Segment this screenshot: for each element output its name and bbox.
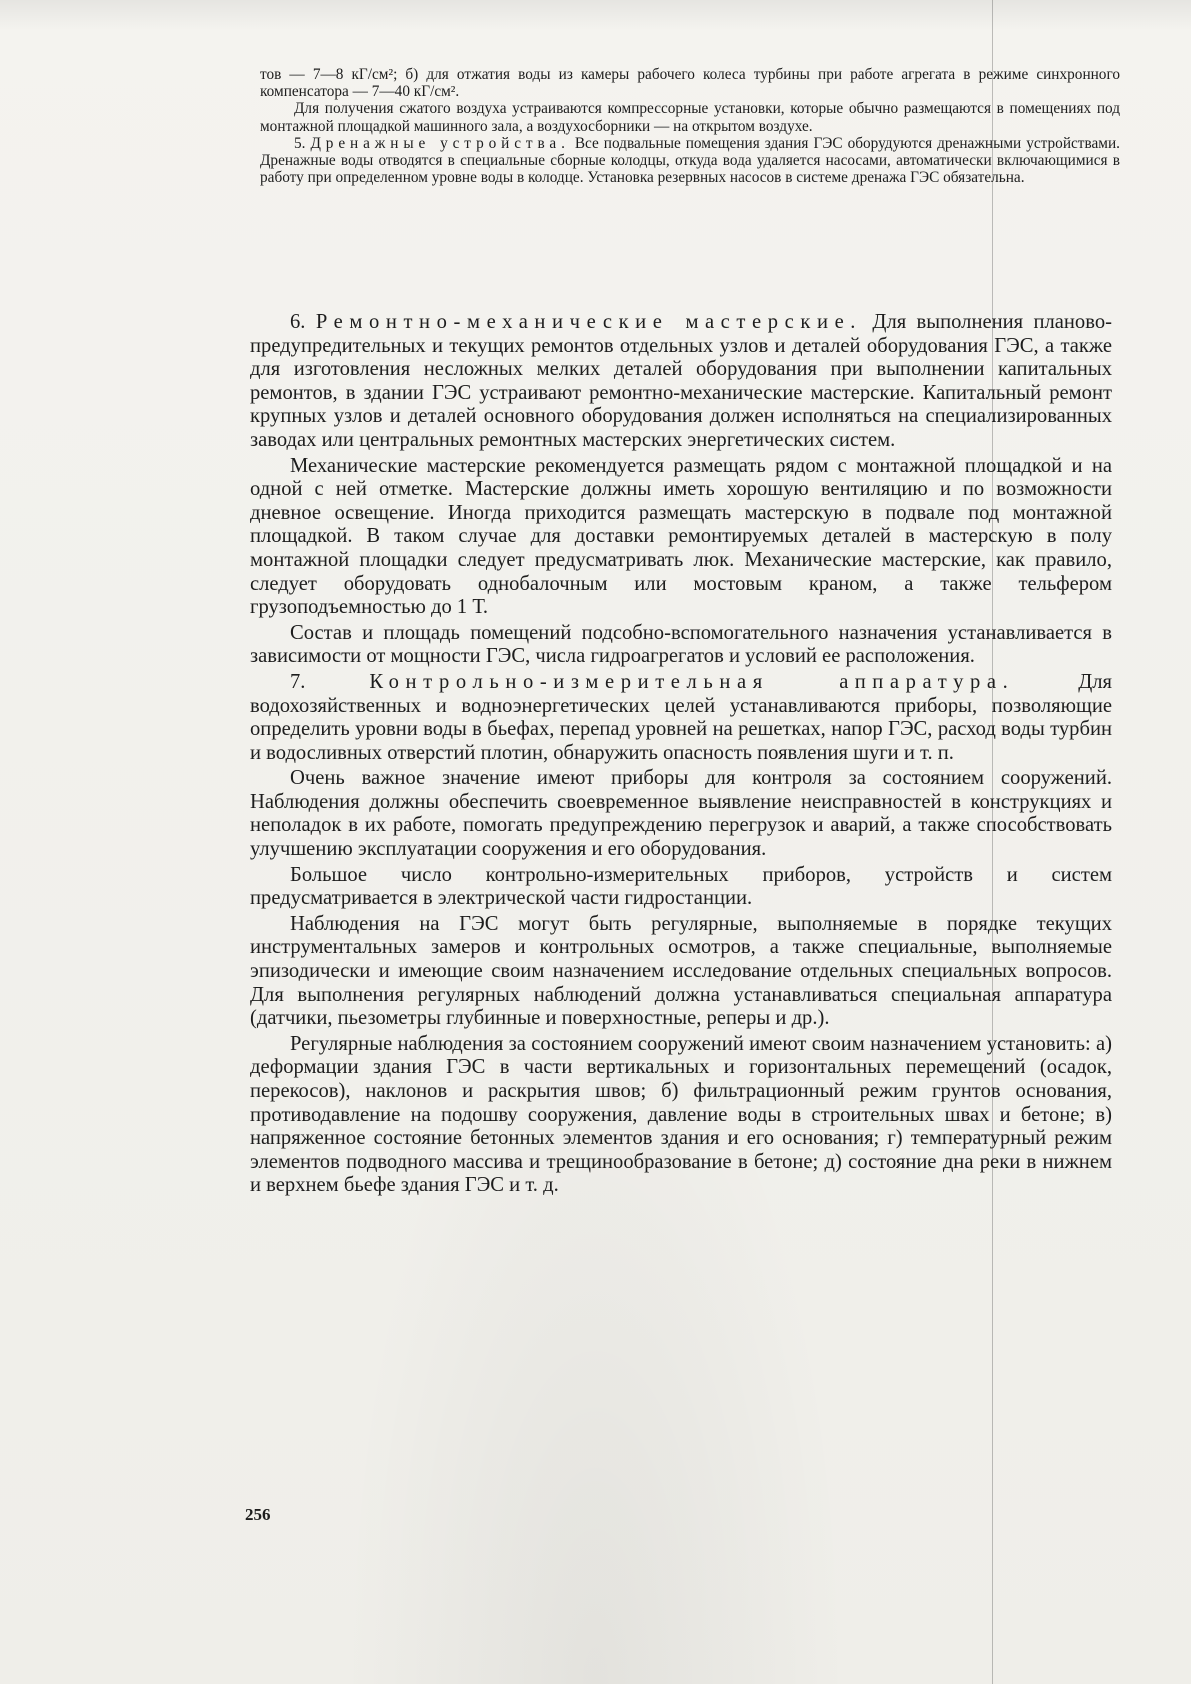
section-heading: Дренажные устройства. (310, 134, 570, 152)
section-5-drainage (260, 135, 1120, 187)
paragraph-regular-observations: Регулярные наблюдения за состоянием сооружений имеют своим назначением установить: а) деформации здания ГЭС в части вертикальных и горизонтальных перемещений (осадок, перекосов), наклонов и раскрытия швов; б) фильтрационный режим грунтов основания, противодавление на подошву сооружения, давление воды в строительных швах и бетоне; в) напряженное состояние бетонных элементов здания и его основания; г) температурный режим элементов подводного массива и трещинообразование в бетоне; д) состояние дна реки в нижнем и верхнем бьефе здания ГЭС и т. д. (250, 1032, 1112, 1197)
paragraph-compressors: Для получения сжатого воздуха устраиваются компрессорные установки, которые обычно размещаются в помещениях под монтажной площадкой машинного зала, а воздухосборники — на открытом воздухе. (260, 100, 1120, 135)
paragraph-auxiliary-rooms: Состав и площадь помещений подсобно-вспомогательного назначения устанавливается в зависимости от мощности ГЭС, числа гидроагрегатов и условий ее расположения. (250, 621, 1112, 668)
paragraph-observation-types: Наблюдения на ГЭС могут быть регулярные, выполняемые в порядке текущих инструментальных замеров и контрольных осмотров, а также специальные, выполняемые эпизодически и имеющие своим назначением исследование отдельных специальных вопросов. Для выполнения регулярных наблюдений должна устанавливаться специальная аппаратура (датчики, пьезометры глубинные и поверхностные, реперы и др.). (250, 912, 1112, 1030)
paragraph-electrical-instruments: Большое число контрольно-измерительных приборов, устройств и систем предусматривается в электрической части гидростанции. (250, 863, 1112, 910)
paragraph-workshop-placement: Механические мастерские рекомендуется размещать рядом с монтажной площадкой и на одной с ней отметке. Мастерские должны иметь хорошую вентиляцию и по возможности дневное освещение. Иногда приходится размещать мастерскую в подвале под монтажной площадкой. В таком случае для доставки ремонтируемых деталей в мастерскую в полу монтажной площадки следует предусматривать люк. Механические мастерские, как правило, следует оборудовать однобалочным или мостовым краном, а также тельфером грузоподъемностью до 1 Т. (250, 454, 1112, 619)
section-heading: Контрольно-измерительная аппаратура. (369, 670, 1015, 693)
section-text: Все подвальные помещения здания ГЭС оборудуются дренажными устройствами. Дренажные воды отводятся в специальные сборные колодцы, откуда вода удаляется насосами, автоматически включающимися в работу при определенном уровне воды в колодце. Установка резервных насосов в системе дренажа ГЭС обязательна. (260, 134, 1120, 187)
paragraph-pressure-continued: тов — 7—8 кГ/см²; б) для отжатия воды из камеры рабочего колеса турбины при работе агрегата в режиме синхронного компенсатора — 7—40 кГ/см². (260, 66, 1120, 101)
section-number: 6. (290, 311, 306, 333)
page-edge-shadow (0, 0, 1191, 30)
main-text-section (250, 311, 1112, 1200)
section-6-workshops (250, 311, 1112, 453)
section-text: Для водохозяйственных и водноэнергетических целей устанавливаются приборы, позволяющие определить уровни воды в бьефах, перепад уровней на решетках, напор ГЭС, расход воды турбин и водосливных отверстий плотин, обнаружить опасность появления шуги и т. п. (250, 670, 1112, 764)
paragraph-structure-monitoring: Очень важное значение имеют приборы для контроля за состоянием сооружений. Наблюдения должны обеспечить своевременное выявление неисправностей в конструкциях и неполадок в их работе, помогать предупреждению перегрузок и аварий, а также способствовать улучшению эксплуатации сооружения и его оборудования. (250, 767, 1112, 861)
section-number: 7. (290, 670, 306, 693)
section-7-instrumentation (250, 671, 1112, 765)
section-text: Для выполнения планово-предупредительных и текущих ремонтов отдельных узлов и деталей оборудования ГЭС, а также для изготовления несложных мелких деталей оборудования при выполнении капитальных ремонтов, в здании ГЭС устраивают ремонтно-механические мастерские. Капитальный ремонт крупных узлов и деталей основного оборудования должен исполняться на специализированных заводах или центральных ремонтных мастерских энергетических систем. (250, 311, 1112, 451)
section-number: 5. (294, 134, 306, 152)
page-number: 256 (245, 1505, 271, 1524)
small-print-section (260, 66, 1120, 186)
section-heading: Ремонтно-механические мастерские. (315, 311, 863, 333)
